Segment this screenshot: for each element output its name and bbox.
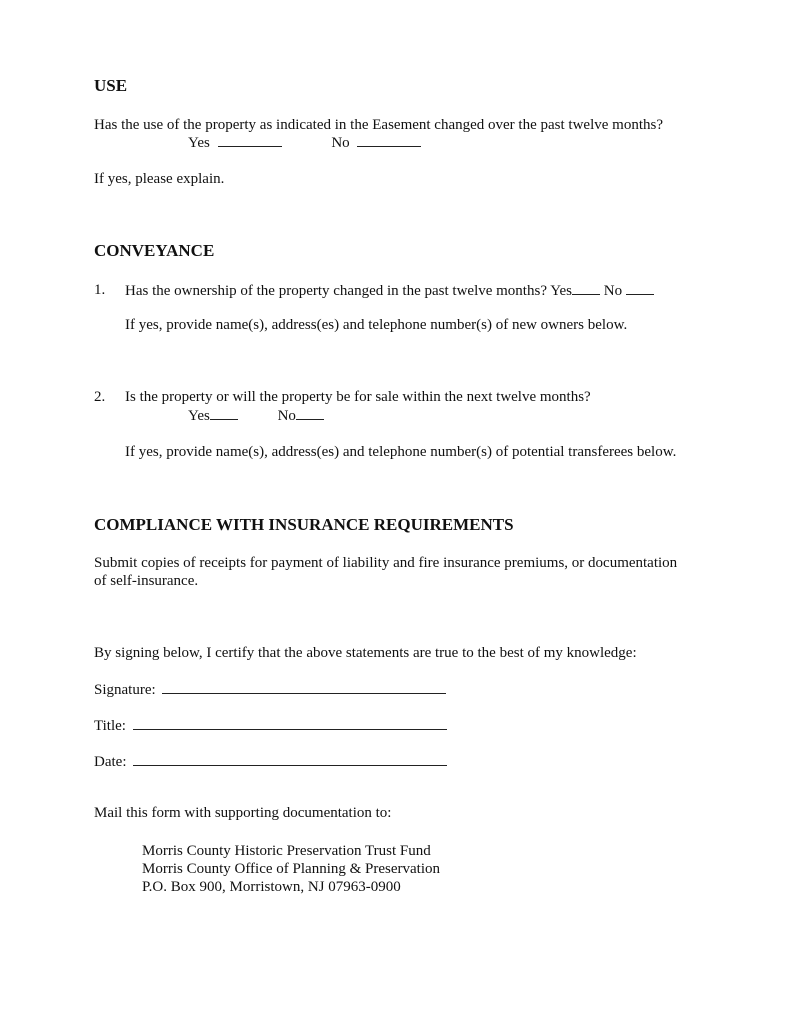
title-row [94,716,447,735]
item-2-followup: If yes, provide name(s), address(es) and telephone number(s) of potential transferees below. [125,444,677,460]
item-number: 1. [94,282,106,298]
no-label: No [603,283,623,299]
use-explain: If yes, please explain. [94,171,225,187]
ownership-yes-field[interactable] [572,281,600,295]
no-label: No [277,408,296,424]
signature-field[interactable] [162,680,446,694]
conveyance-item-1 [94,281,623,299]
item-number: 2. [94,389,106,405]
no-label: No [331,135,350,151]
use-yes-field[interactable] [218,133,282,147]
yes-label: Yes [188,408,210,424]
sale-no-field[interactable] [296,406,324,420]
insurance-text-line-1: Submit copies of receipts for payment of liability and fire insurance premiums, or documentation [94,555,678,571]
title-field[interactable] [133,716,447,730]
conveyance-item-2 [94,388,591,406]
address-line-3: P.O. Box 900, Morristown, NJ 07963-0900 [142,879,401,895]
mailing-intro: Mail this form with supporting documentation to: [94,805,392,821]
signature-row [94,680,446,699]
certification-statement: By signing below, I certify that the above statements are true to the best of my knowledge: [94,645,637,661]
use-question: Has the use of the property as indicated in the Easement changed over the past twelve months? [94,117,663,133]
title-label: Title: [94,718,126,734]
date-label: Date: [94,754,127,770]
signature-label: Signature: [94,682,156,698]
address-line-1: Morris County Historic Preservation Trust Fund [142,843,431,859]
use-heading: USE [94,76,128,95]
item-question: Is the property or will the property be for sale within the next twelve months? [125,389,591,405]
date-row [94,752,447,771]
insurance-text-line-2: of self-insurance. [94,573,199,589]
item-2-answer-row [188,406,324,425]
use-no-field[interactable] [357,133,421,147]
yes-label: Yes [550,283,573,299]
ownership-no-field[interactable] [626,281,654,295]
item-1-question-row [125,281,654,300]
address-line-2: Morris County Office of Planning & Preservation [142,861,441,877]
sale-yes-field[interactable] [210,406,238,420]
use-answer-row [188,133,421,152]
item-1-followup: If yes, provide name(s), address(es) and telephone number(s) of new owners below. [125,317,628,333]
item-question: Has the ownership of the property changed in the past twelve months? [125,283,547,299]
insurance-heading: COMPLIANCE WITH INSURANCE REQUIREMENTS [94,515,514,534]
conveyance-heading: CONVEYANCE [94,241,215,260]
yes-label: Yes [188,135,210,151]
date-field[interactable] [133,752,447,766]
